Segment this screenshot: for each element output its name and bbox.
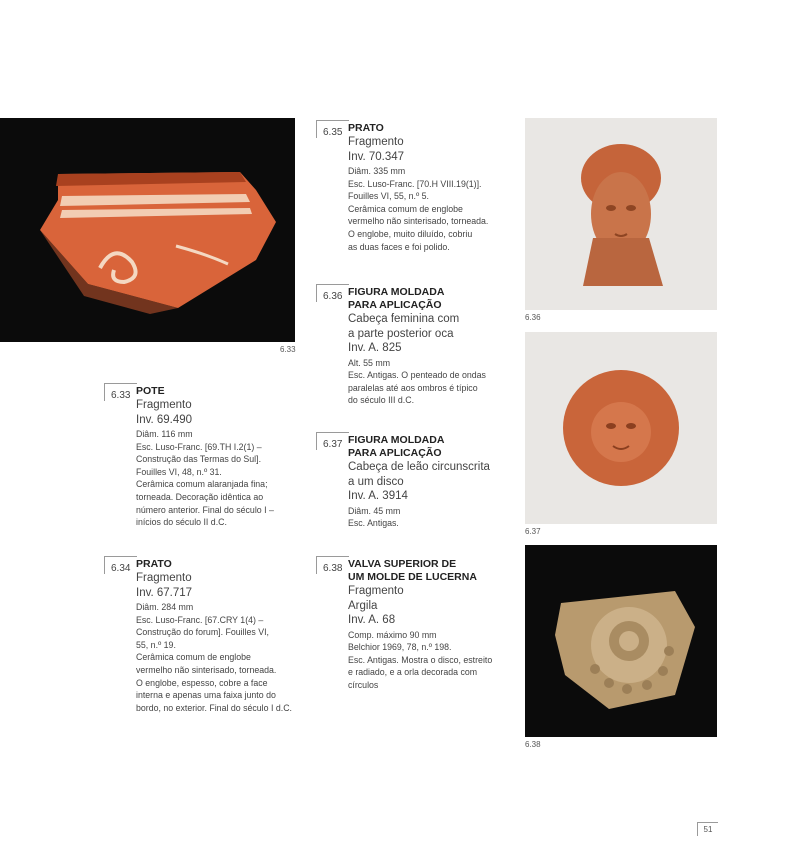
entry-detail-line: Belchior 1969, 78, n.º 198. <box>348 642 452 653</box>
entry-inventory: Inv. A. 68 <box>348 614 396 626</box>
entry-subtitle: Fragmento <box>136 399 192 411</box>
entry-detail-line: círculos <box>348 679 379 690</box>
entry-title: FIGURA MOLDADA PARA APLICAÇÃO <box>348 286 445 311</box>
pote-fragment-image <box>0 118 295 342</box>
entry-detail-line: Fouilles VI, 55, n.º 5. <box>348 191 429 202</box>
entry-number: 6.33 <box>104 383 137 401</box>
entry-detail-line: torneada. Decoração idêntica ao <box>136 491 264 502</box>
entry-detail-line: vermelho não sinterisado, torneada. <box>348 216 489 227</box>
entry-title: PRATO <box>348 122 384 134</box>
entry-title: FIGURA MOLDADA PARA APLICAÇÃO <box>348 434 445 459</box>
entry-detail-line: inícios do século II d.C. <box>136 517 227 528</box>
entry-detail-line: Cerâmica comum alaranjada fina; <box>136 479 268 490</box>
entry-detail-line: paralelas até aos ombros é típico <box>348 382 478 393</box>
caption-6-38: 6.38 <box>525 740 541 749</box>
caption-6-33: 6.33 <box>280 345 296 354</box>
photo-6-36 <box>525 118 717 310</box>
photo-6-37 <box>525 332 717 524</box>
entry-detail-line: e radiado, e a orla decorada com <box>348 667 478 678</box>
entry-detail-line: O englobe, espesso, cobre a face <box>136 677 268 688</box>
entry-subtitle: Argila <box>348 599 378 612</box>
entry-number: 6.38 <box>316 556 349 574</box>
entry-title: POTE <box>136 385 165 397</box>
entry-detail-line: O englobe, muito diluído, cobriu <box>348 228 473 239</box>
entry-inventory: Inv. A. 825 <box>348 342 402 354</box>
entry-subtitle: Cabeça feminina com <box>348 313 460 325</box>
entry-detail-line: Construção das Termas do Sul]. <box>136 454 262 465</box>
entry-number: 6.37 <box>316 432 349 450</box>
entry-subtitle: a um disco <box>348 475 404 488</box>
entry-detail-line: as duas faces e foi polido. <box>348 241 450 252</box>
lion-disc-image <box>525 332 717 524</box>
entry-detail-line: Construção do forum]. Fouilles VI, <box>136 627 269 638</box>
caption-6-36: 6.36 <box>525 313 541 322</box>
entry-subtitle: Fragmento <box>136 572 192 584</box>
entry-detail-line: Esc. Antigas. Mostra o disco, estreito <box>348 654 493 665</box>
entry-detail-line: 55, n.º 19. <box>136 639 176 650</box>
entry-detail-line: número anterior. Final do século I – <box>136 504 274 515</box>
entry-detail-line: Esc. Luso-Franc. [70.H VIII.19(1)]. <box>348 178 482 189</box>
entry-detail-line: Fouilles VI, 48, n.º 31. <box>136 466 222 477</box>
entry-inventory: Inv. A. 3914 <box>348 490 408 502</box>
entry-title: PRATO <box>136 558 172 570</box>
entry-number: 6.36 <box>316 284 349 302</box>
entry-detail-line: Cerâmica comum de englobe <box>348 203 463 214</box>
entry-subtitle: a parte posterior oca <box>348 327 454 340</box>
entry-detail-line: interna e apenas uma faixa junto do <box>136 690 276 701</box>
entry-detail-line: Esc. Luso-Franc. [67.CRY 1(4) – <box>136 614 264 625</box>
page-number: 51 <box>697 822 718 836</box>
entry-detail-line: vermelho não sinterisado, torneada. <box>136 664 277 675</box>
entry-subtitle: Cabeça de leão circunscrita <box>348 461 490 473</box>
entry-dimension: Diâm. 335 mm <box>348 166 406 176</box>
entry-dimension: Diâm. 45 mm <box>348 505 401 516</box>
entry-detail-line: Esc. Luso-Franc. [69.TH I.2(1) – <box>136 441 262 452</box>
entry-dimension: Diâm. 116 mm <box>136 429 193 439</box>
entry-inventory: Inv. 67.717 <box>136 586 193 599</box>
photo-6-38 <box>525 545 717 737</box>
entry-detail-line: Cerâmica comum de englobe <box>136 652 251 663</box>
caption-6-37: 6.37 <box>525 527 541 536</box>
entry-dimension: Alt. 55 mm <box>348 357 391 368</box>
photo-6-33 <box>0 118 295 342</box>
entry-title: VALVA SUPERIOR DE UM MOLDE DE LUCERNA <box>348 558 477 583</box>
entry-detail-line: Esc. Antigas. <box>348 518 399 529</box>
entry-subtitle: Fragmento <box>348 136 404 148</box>
lamp-mould-image <box>525 545 717 737</box>
female-head-image <box>525 118 717 310</box>
entry-number: 6.35 <box>316 120 349 138</box>
entry-detail-line: bordo, no exterior. Final do século I d.C. <box>136 702 292 713</box>
entry-inventory: Inv. 70.347 <box>348 150 405 163</box>
entry-dimension: Diâm. 284 mm <box>136 602 194 612</box>
entry-subtitle: Fragmento <box>348 585 404 597</box>
entry-number: 6.34 <box>104 556 137 574</box>
entry-detail-line: do século III d.C. <box>348 395 415 406</box>
entry-detail-line: Esc. Antigas. O penteado de ondas <box>348 370 486 381</box>
entry-inventory: Inv. 69.490 <box>136 413 193 426</box>
entry-dimension: Comp. máximo 90 mm <box>348 629 437 640</box>
